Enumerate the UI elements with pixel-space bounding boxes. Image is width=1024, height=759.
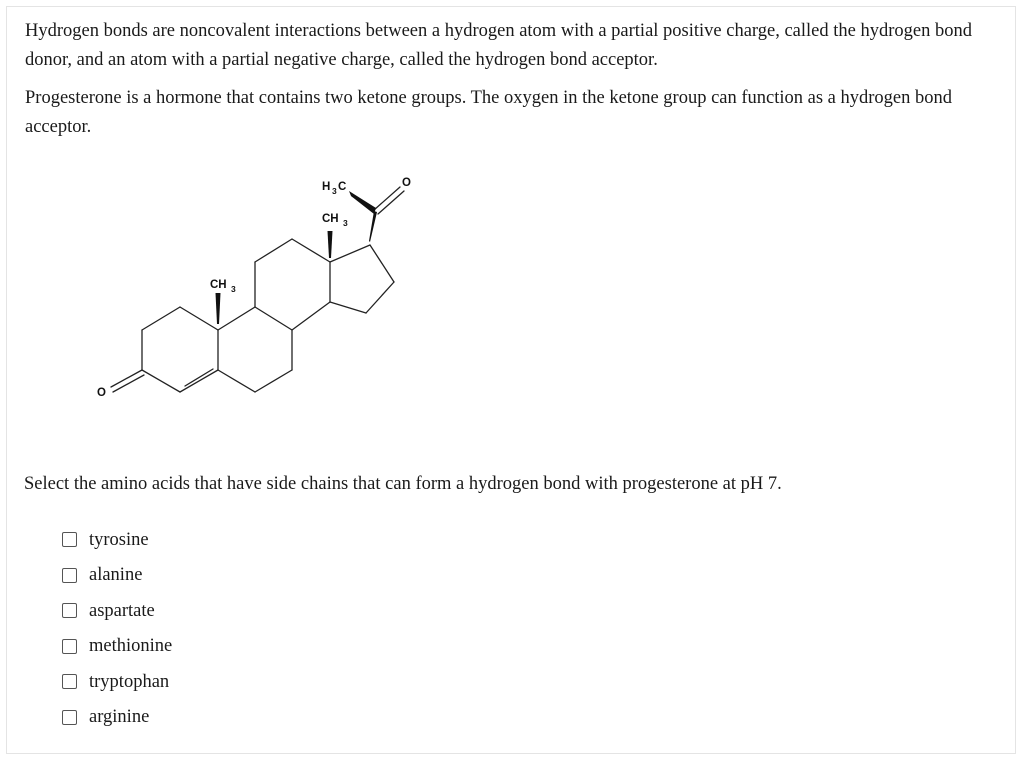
intro-paragraph-1: Hydrogen bonds are noncovalent interactions between a hydrogen atom with a partial positive charge, called the hydrogen bond donor, and an atom with a partial negative charge, called the hydrogen bond acceptor. [25,21,972,70]
option-tyrosine[interactable] [62,522,172,558]
option-label: tryptophan [89,671,170,692]
acetyl-methyl-h-label: H [322,181,331,193]
option-label: alanine [89,565,143,586]
intro-paragraph-2: Progesterone is a hormone that contains two ketone groups. The oxygen in the ketone group can function as a hydrogen bond acceptor. [25,88,953,137]
answer-options [62,522,172,735]
methionine-checkbox[interactable] [62,639,77,654]
option-arginine[interactable] [62,700,172,736]
methyl-top-label: CH [322,213,339,225]
methyl-top-subscript: 3 [343,218,348,228]
methyl-ring-label: CH [210,279,227,291]
option-label: methionine [89,636,173,657]
option-aspartate[interactable] [62,593,172,629]
acetyl-methyl-c-label: C [338,181,347,193]
acetyl-methyl-subscript: 3 [332,186,337,196]
tyrosine-checkbox[interactable] [62,532,77,547]
option-label: aspartate [89,600,155,621]
option-alanine[interactable] [62,558,172,594]
arginine-checkbox[interactable] [62,710,77,725]
option-label: arginine [89,707,150,728]
tryptophan-checkbox[interactable] [62,674,77,689]
alanine-checkbox[interactable] [62,568,77,583]
aspartate-checkbox[interactable] [62,603,77,618]
oxygen-left-label: O [97,387,106,399]
methyl-ring-subscript: 3 [231,284,236,294]
option-methionine[interactable] [62,629,172,665]
option-label: tyrosine [89,529,149,550]
option-tryptophan[interactable] [62,664,172,700]
question-prompt: Select the amino acids that have side chains that can form a hydrogen bond with progesterone at pH 7. [24,474,782,494]
oxygen-right-label: O [402,177,411,189]
progesterone-structure [90,165,430,415]
